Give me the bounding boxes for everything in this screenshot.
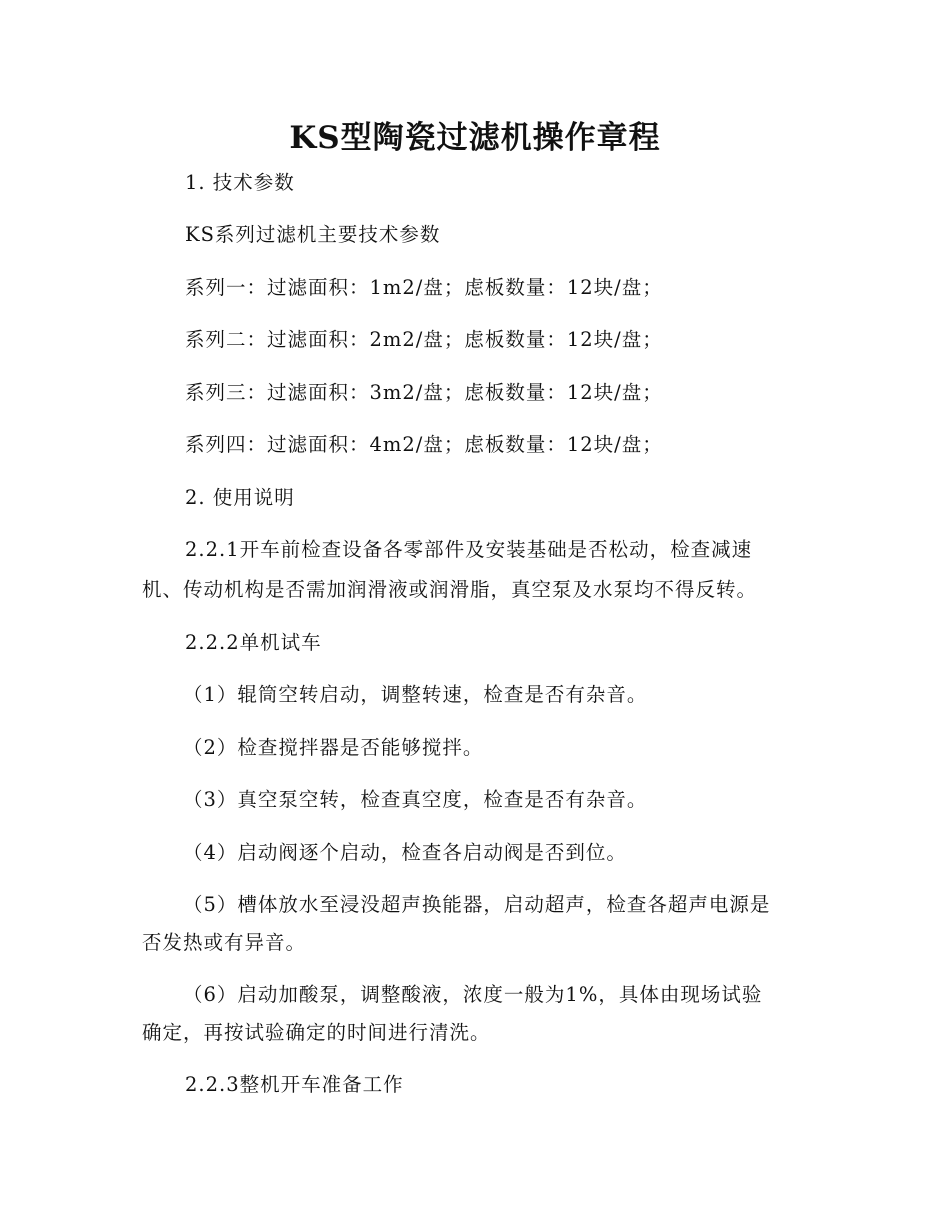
list-item-continuation: 否发热或有异音。 <box>142 931 307 954</box>
list-item: （2）检查搅拌器是否能够搅拌。 <box>183 736 484 759</box>
list-item: （1）辊筒空转启动，调整转速，检查是否有杂音。 <box>183 683 648 706</box>
paragraph-line: 系列三：过滤面积：3m2/盘；虑板数量：12块/盘； <box>185 381 663 404</box>
document-title: KS型陶瓷过滤机操作章程 <box>289 120 661 156</box>
list-item: （4）启动阀逐个启动，检查各启动阀是否到位。 <box>183 841 627 864</box>
list-item: （5）槽体放水至浸没超声换能器，启动超声，检查各超声电源是 <box>183 893 771 916</box>
paragraph-line: KS系列过滤机主要技术参数 <box>185 223 441 246</box>
section-heading-usage: 2. 使用说明 <box>185 486 295 509</box>
paragraph-line: 机、传动机构是否需加润滑液或润滑脂，真空泵及水泵均不得反转。 <box>142 578 758 601</box>
section-heading-tech-params: 1. 技术参数 <box>185 171 295 194</box>
paragraph-line: 系列二：过滤面积：2m2/盘；虑板数量：12块/盘； <box>185 328 663 351</box>
list-item: （3）真空泵空转，检查真空度，检查是否有杂音。 <box>183 788 648 811</box>
list-item: （6）启动加酸泵，调整酸液，浓度一般为1%，具体由现场试验 <box>183 983 763 1006</box>
subsection-heading: 2.2.3整机开车准备工作 <box>185 1073 404 1096</box>
subsection-heading: 2.2.2单机试车 <box>185 631 322 654</box>
paragraph-line: 2.2.1开车前检查设备各零部件及安装基础是否松动，检查减速 <box>185 538 753 561</box>
paragraph-line: 系列四：过滤面积：4m2/盘；虑板数量：12块/盘； <box>185 433 663 456</box>
list-item-continuation: 确定，再按试验确定的时间进行清洗。 <box>142 1021 491 1044</box>
paragraph-line: 系列一：过滤面积：1m2/盘；虑板数量：12块/盘； <box>185 276 663 299</box>
